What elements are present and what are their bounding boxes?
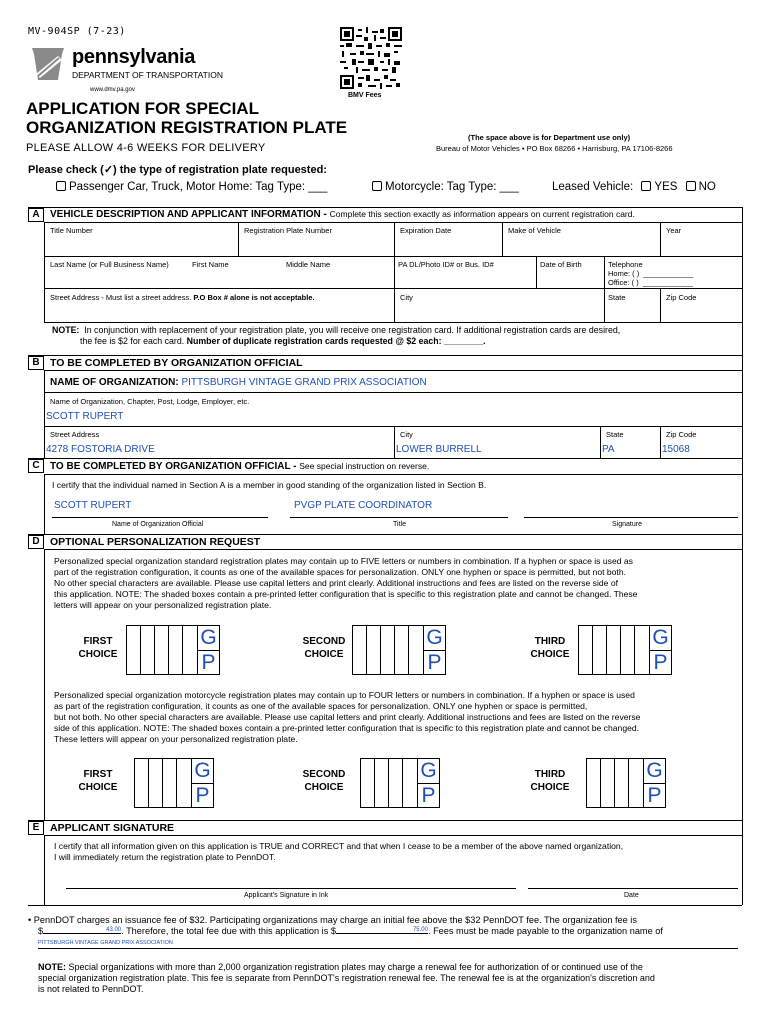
choice-word: CHOICE xyxy=(530,649,570,660)
official-title-value[interactable]: PVGP PLATE COORDINATOR xyxy=(294,500,433,511)
char-box[interactable] xyxy=(601,759,615,807)
section-b-title: TO BE COMPLETED BY ORGANIZATION OFFICIAL xyxy=(50,357,303,369)
make-label: Make of Vehicle xyxy=(508,226,561,235)
char-box[interactable] xyxy=(403,759,417,807)
home-phone-row[interactable] xyxy=(608,269,693,278)
char-box[interactable] xyxy=(353,626,367,674)
org-fee-value[interactable]: 43.00 xyxy=(43,927,121,934)
leased-option xyxy=(552,181,716,193)
state-label: State xyxy=(608,293,626,302)
renewal-note-line3: is not related to PennDOT. xyxy=(38,984,144,994)
section-c-right-border xyxy=(742,458,743,534)
section-c-top-rule xyxy=(28,458,742,459)
preprinted-prefix xyxy=(649,626,671,674)
motorcycle-first-choice-boxes[interactable] xyxy=(134,758,214,808)
prefix-g: G xyxy=(424,626,445,651)
row-a3-top xyxy=(44,288,742,289)
section-e-left-border xyxy=(44,835,45,905)
choice-word: CHOICE xyxy=(304,649,344,660)
char-box[interactable] xyxy=(409,626,423,674)
therefore-text: . Therefore, the total fee due with this application is $ xyxy=(121,926,336,936)
fee-bullet-line2 xyxy=(38,926,742,936)
passenger-option[interactable] xyxy=(56,181,327,193)
second-word: SECOND xyxy=(302,636,346,647)
year-label: Year xyxy=(666,226,682,235)
leased-no-label: NO xyxy=(698,181,716,193)
leased-label: Leased Vehicle: xyxy=(552,181,634,193)
divider xyxy=(604,288,605,322)
last-name-label: Last Name (or Full Business Name) xyxy=(50,260,169,269)
prefix-g: G xyxy=(644,759,665,784)
official-title-line xyxy=(290,517,508,518)
section-a-top-rule xyxy=(28,207,742,208)
section-b-letter: B xyxy=(28,356,44,370)
preprinted-prefix xyxy=(191,759,213,807)
preprinted-prefix xyxy=(423,626,445,674)
divider xyxy=(238,222,239,256)
official-title-label: Title xyxy=(393,521,406,528)
char-box[interactable] xyxy=(141,626,155,674)
motorcycle-second-choice-boxes[interactable] xyxy=(360,758,440,808)
motorcycle-first-choice-label xyxy=(68,768,128,794)
applicant-date-line[interactable] xyxy=(528,888,738,889)
form-number: MV-904SP (7-23) xyxy=(28,26,126,37)
row-a2-top xyxy=(44,256,742,257)
city-label: City xyxy=(400,293,413,302)
note-bold: Number of duplicate registration cards requested @ $2 each: ________. xyxy=(186,336,486,346)
char-box[interactable] xyxy=(593,626,607,674)
renewal-note xyxy=(38,962,742,995)
divider xyxy=(600,426,601,458)
char-box[interactable] xyxy=(361,759,375,807)
row-b2-top xyxy=(44,392,742,393)
section-c-title: TO BE COMPLETED BY ORGANIZATION OFFICIAL - xyxy=(50,461,297,472)
leased-no-checkbox[interactable] xyxy=(686,181,696,191)
official-name-label: Name of Organization Official xyxy=(112,521,204,528)
passenger-label: Passenger Car, Truck, Motor Home: Tag Type: ___ xyxy=(69,181,328,193)
prefix-p: P xyxy=(421,784,436,807)
bureau-address: Bureau of Motor Vehicles • PO Box 68266 • Harrisburg, PA 17106-8266 xyxy=(436,144,673,153)
row-a1-top xyxy=(44,222,742,223)
org-city-value[interactable]: LOWER BURRELL xyxy=(396,444,482,455)
standard-second-choice-label xyxy=(294,635,354,661)
org-city-label: City xyxy=(400,430,413,439)
section-c-header xyxy=(50,461,429,472)
official-name-line xyxy=(52,517,268,518)
renewal-note-line1: Special organizations with more than 2,000 organization registration plates may charge a renewal fee for authorization of or continued use of the xyxy=(68,962,643,972)
para2-line5: These letters will appear on your personalized registration plate. xyxy=(54,734,298,744)
first-word: FIRST xyxy=(83,769,113,780)
section-e-bottom-rule xyxy=(28,905,742,906)
passenger-checkbox[interactable] xyxy=(56,181,66,191)
section-e-certify xyxy=(54,841,740,863)
char-box[interactable] xyxy=(135,759,149,807)
section-a-note xyxy=(52,325,742,347)
preprinted-prefix xyxy=(643,759,665,807)
section-a-left-border xyxy=(44,222,45,322)
section-d-letter: D xyxy=(28,535,44,549)
applicant-date-label: Date xyxy=(624,892,639,899)
row-e-top xyxy=(44,835,742,836)
section-e-letter: E xyxy=(28,821,44,835)
char-box[interactable] xyxy=(389,759,403,807)
section-b-top-rule xyxy=(28,355,742,356)
divider xyxy=(660,426,661,458)
choice-word: CHOICE xyxy=(304,782,344,793)
section-a-title: VEHICLE DESCRIPTION AND APPLICANT INFORMATION - xyxy=(50,209,327,220)
char-box[interactable] xyxy=(381,626,395,674)
para1-line3: No other special characters are available. Please use capital letters and print clearly. Additional instructions and fees are listed on the reverse side of xyxy=(54,578,618,588)
certify-line1: I certify that all information given on this application is TRUE and CORRECT and that when I cease to be a member of the above named organization, xyxy=(54,841,624,851)
section-a-subtitle: Complete this section exactly as information appears on current registration card. xyxy=(329,209,635,219)
char-box[interactable] xyxy=(149,759,163,807)
org-street-value[interactable]: 4278 FOSTORIA DRIVE xyxy=(46,444,155,455)
motorcycle-checkbox[interactable] xyxy=(372,181,382,191)
para2-line3: but not both. No other special characters are available. Please use capital letters and print clearly. Additional instructions and fees are listed on the reverse xyxy=(54,712,641,722)
motorcycle-plate-instructions xyxy=(54,690,740,745)
home-phone-blank[interactable]: ____________ xyxy=(643,269,694,278)
title-number-label: Title Number xyxy=(50,226,93,235)
org-zip-value[interactable]: 15068 xyxy=(662,444,690,455)
prefix-p: P xyxy=(201,651,216,674)
char-box[interactable] xyxy=(615,759,629,807)
char-box[interactable] xyxy=(163,759,177,807)
standard-first-choice-boxes[interactable] xyxy=(126,625,220,675)
divider xyxy=(660,288,661,322)
char-box[interactable] xyxy=(607,626,621,674)
applicant-signature-line[interactable] xyxy=(66,888,516,889)
delivery-note: PLEASE ALLOW 4-6 WEEKS FOR DELIVERY xyxy=(26,142,266,154)
preprinted-prefix xyxy=(197,626,219,674)
official-name-value[interactable]: SCOTT RUPERT xyxy=(54,500,132,511)
section-d-left-border xyxy=(44,549,45,820)
third-word: THIRD xyxy=(534,769,566,780)
payee-value[interactable]: PITTSBURGH VINTAGE GRAND PRIX ASSOCIATION xyxy=(38,940,173,946)
row-d-top xyxy=(44,549,742,550)
motorcycle-label: Motorcycle: Tag Type: ___ xyxy=(385,181,519,193)
org-state-value[interactable]: PA xyxy=(602,444,615,455)
section-e-top-rule xyxy=(28,820,742,821)
section-c-subtitle: See special instruction on reverse. xyxy=(299,461,430,471)
dept-use-note: (The space above is for Department use only) xyxy=(468,133,631,142)
standard-plate-instructions xyxy=(54,556,740,611)
prefix-p: P xyxy=(427,651,442,674)
prefix-g: G xyxy=(418,759,439,784)
char-box[interactable] xyxy=(375,759,389,807)
section-e-right-border xyxy=(742,820,743,905)
section-a-letter: A xyxy=(28,208,44,222)
choice-word: CHOICE xyxy=(530,782,570,793)
para2-line4: side of this application. NOTE: The shaded boxes contain a pre-printed letter configuration that is specific to this registration plate and cannot be changed. xyxy=(54,723,640,733)
standard-third-choice-boxes[interactable] xyxy=(578,625,672,675)
divider xyxy=(394,288,395,322)
keystone-logo-icon xyxy=(28,44,68,84)
divider xyxy=(394,426,395,458)
office-phone-blank[interactable]: ____________ xyxy=(642,278,693,287)
char-box[interactable] xyxy=(169,626,183,674)
first-name-label: First Name xyxy=(192,260,229,269)
divider xyxy=(502,222,503,256)
para1-line1: Personalized special organization standard registration plates may contain up to FIVE letters or numbers in combination. If a hyphen or space is used as xyxy=(54,556,633,566)
preprinted-prefix xyxy=(417,759,439,807)
char-box[interactable] xyxy=(621,626,635,674)
section-c-left-border xyxy=(44,474,45,534)
prefix-g: G xyxy=(650,626,671,651)
leased-yes-checkbox[interactable] xyxy=(641,181,651,191)
org-street-label: Street Address xyxy=(50,430,100,439)
org-zip-label: Zip Code xyxy=(666,430,697,439)
section-e-title: APPLICANT SIGNATURE xyxy=(50,822,175,834)
choice-word: CHOICE xyxy=(78,782,118,793)
leased-yes-label: YES xyxy=(654,181,678,193)
expiration-date-label: Expiration Date xyxy=(400,226,452,235)
form-right-border xyxy=(742,207,743,355)
char-box[interactable] xyxy=(587,759,601,807)
prefix-p: P xyxy=(195,784,210,807)
org-state-label: State xyxy=(606,430,624,439)
home-phone-label: Home: ( ) xyxy=(608,269,640,278)
section-d-title: OPTIONAL PERSONALIZATION REQUEST xyxy=(50,536,261,548)
org-name-row xyxy=(50,377,427,388)
payee-line[interactable] xyxy=(38,940,738,949)
divider xyxy=(394,222,395,256)
org-chapter-label: Name of Organization, Chapter, Post, Lodge, Employer, etc. xyxy=(50,397,250,406)
section-d-right-border xyxy=(742,534,743,820)
office-phone-row[interactable] xyxy=(608,278,693,287)
qr-code xyxy=(340,27,402,89)
office-phone-label: Office: ( ) xyxy=(608,278,639,287)
total-fee-value[interactable]: 75.00 xyxy=(336,927,428,934)
section-b-right-border xyxy=(742,355,743,458)
char-box[interactable] xyxy=(177,759,191,807)
website: www.dmv.pa.gov xyxy=(90,87,135,93)
form-title-line1: APPLICATION FOR SPECIAL xyxy=(26,99,259,118)
zip-label: Zip Code xyxy=(666,293,697,302)
char-box[interactable] xyxy=(395,626,409,674)
org-name-value[interactable]: PITTSBURGH VINTAGE GRAND PRIX ASSOCIATION xyxy=(181,377,427,388)
signature-label: Signature xyxy=(612,521,642,528)
prefix-g: G xyxy=(192,759,213,784)
standard-third-choice-label xyxy=(520,635,580,661)
third-word: THIRD xyxy=(534,636,566,647)
payable-text: . Fees must be made payable to the organization name of xyxy=(427,926,663,936)
dob-label: Date of Birth xyxy=(540,260,582,269)
char-box[interactable] xyxy=(127,626,141,674)
telephone-label: Telephone xyxy=(608,260,643,269)
divider xyxy=(604,256,605,288)
second-word: SECOND xyxy=(302,769,346,780)
note-line1: In conjunction with replacement of your registration plate, you will receive one registration card. If additional registration cards are desired, xyxy=(84,325,621,335)
row-b1-top xyxy=(44,370,742,371)
renewal-note-label: NOTE: xyxy=(38,962,66,972)
para1-line4: this application. NOTE: The shaded boxes contain a pre-printed letter configuration that is specific to this registration plate and cannot be changed. These xyxy=(54,589,638,599)
telephone-block xyxy=(608,260,693,287)
fee-bullet-line1: • PennDOT charges an issuance fee of $32. Participating organizations may charge an initial fee above the $32 PennDOT fee. The organization fee is xyxy=(28,915,637,925)
row-c-top xyxy=(44,474,742,475)
motorcycle-second-choice-label xyxy=(294,768,354,794)
char-box[interactable] xyxy=(635,626,649,674)
motorcycle-option[interactable] xyxy=(372,181,519,193)
signature-line[interactable] xyxy=(524,517,738,518)
reg-plate-number-label: Registration Plate Number xyxy=(244,226,332,235)
row-a3-bottom xyxy=(44,322,742,323)
middle-name-label: Middle Name xyxy=(286,260,331,269)
motorcycle-third-choice-boxes[interactable] xyxy=(586,758,666,808)
divider xyxy=(660,222,661,256)
char-box[interactable] xyxy=(367,626,381,674)
form-title-line2: ORGANIZATION REGISTRATION PLATE xyxy=(26,118,348,137)
char-box[interactable] xyxy=(629,759,643,807)
divider xyxy=(536,256,537,288)
applicant-signature-label: Applicant's Signature in Ink xyxy=(244,892,329,899)
char-box[interactable] xyxy=(579,626,593,674)
section-a-header xyxy=(50,209,635,220)
qr-label: BMV Fees xyxy=(348,92,382,99)
dollar-sign: $ xyxy=(38,926,44,936)
motorcycle-third-choice-label xyxy=(520,768,580,794)
para1-line2: part of the registration configuration, it counts as one of the available spaces for personalization. ONLY one hyphen or space is permitted, but not both. xyxy=(54,567,626,577)
logo-dept: DEPARTMENT OF TRANSPORTATION xyxy=(72,70,223,80)
form-title xyxy=(26,99,347,137)
row-b3-top xyxy=(44,426,742,427)
standard-second-choice-boxes[interactable] xyxy=(352,625,446,675)
org-chapter-value[interactable]: SCOTT RUPERT xyxy=(46,411,124,422)
prefix-p: P xyxy=(647,784,662,807)
standard-first-choice-label xyxy=(68,635,128,661)
first-word: FIRST xyxy=(83,636,113,647)
pa-dl-label: PA DL/Photo ID# or Bus. ID# xyxy=(398,260,494,269)
char-box[interactable] xyxy=(155,626,169,674)
plate-type-prompt: Please check (✓) the type of registration plate requested: xyxy=(28,164,327,176)
section-d-top-rule xyxy=(28,534,742,535)
section-b-left-border xyxy=(44,370,45,458)
para2-line2: as part of the registration configuration, it counts as one of the available spaces for personalization. ONLY one hyphen or space is permitted, xyxy=(54,701,588,711)
certify-line2: I will immediately return the registration plate to PennDOT. xyxy=(54,852,276,862)
street-label-bold: P.O Box # alone is not acceptable. xyxy=(193,293,315,302)
renewal-note-line2: special organization registration plate. This fee is separate from PennDOT's registration renewal fee. The renewal fee is at the organization's discretion and xyxy=(38,973,655,983)
street-label xyxy=(50,293,315,302)
para1-line5: letters will appear on your personalized registration plate. xyxy=(54,600,272,610)
divider xyxy=(394,256,395,288)
street-label-text: Street Address - Must list a street address. xyxy=(50,293,192,302)
note-line2: the fee is $2 for each card. xyxy=(80,336,185,346)
logo-name: pennsylvania xyxy=(72,46,196,68)
section-c-letter: C xyxy=(28,459,44,473)
note-label: NOTE: xyxy=(52,325,80,335)
prefix-p: P xyxy=(653,651,668,674)
para2-line1: Personalized special organization motorcycle registration plates may contain up to FOUR letters or numbers in combination. If a hyphen or space is used xyxy=(54,690,635,700)
org-name-label: NAME OF ORGANIZATION: xyxy=(50,377,179,388)
choice-word: CHOICE xyxy=(78,649,118,660)
section-c-certify: I certify that the individual named in Section A is a member in good standing of the organization listed in Section B. xyxy=(52,480,487,490)
prefix-g: G xyxy=(198,626,219,651)
char-box[interactable] xyxy=(183,626,197,674)
